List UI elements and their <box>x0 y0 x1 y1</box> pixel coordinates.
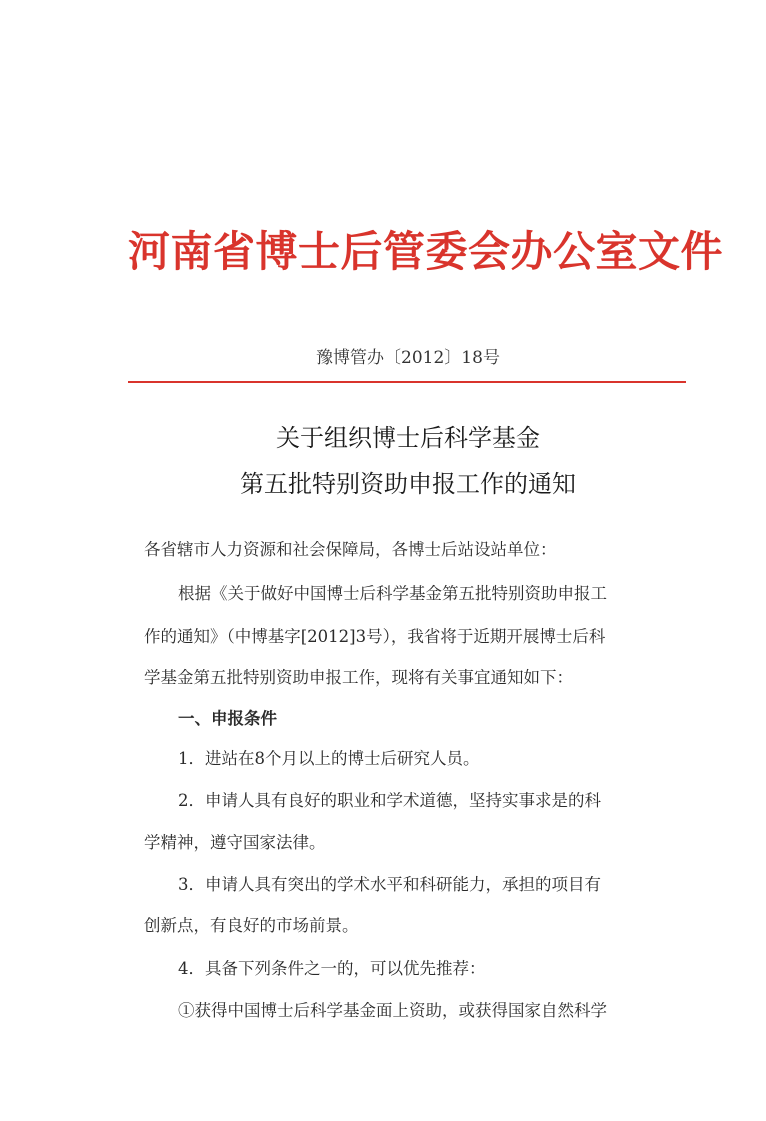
section-heading-application-conditions: 一、申报条件 <box>178 709 277 728</box>
intro-line-2: 作的通知》（中博基字[2012]3号），我省将于近期开展博士后科 <box>144 627 606 646</box>
condition-item-1: 1．进站在8个月以上的博士后研究人员。 <box>178 749 480 768</box>
document-number: 豫博管办〔2012〕18号 <box>316 348 500 368</box>
notice-title-line-2: 第五批特别资助申报工作的通知 <box>240 470 576 498</box>
intro-line-3: 学基金第五批特别资助申报工作，现将有关事宜通知如下： <box>144 668 573 687</box>
condition-item-4: 4．具备下列条件之一的，可以优先推荐： <box>178 959 486 978</box>
issuing-office-header: 河南省博士后管委会办公室文件 <box>128 227 724 276</box>
condition-item-3-line-2: 创新点，有良好的市场前景。 <box>144 916 359 935</box>
red-divider-line <box>128 381 686 383</box>
intro-line-1: 根据《关于做好中国博士后科学基金第五批特别资助申报工 <box>178 584 607 603</box>
notice-title-line-1: 关于组织博士后科学基金 <box>276 424 540 452</box>
condition-item-2-line-1: 2．申请人具有良好的职业和学术道德，坚持实事求是的科 <box>178 791 601 810</box>
condition-item-4-sub-1: ①获得中国博士后科学基金面上资助，或获得国家自然科学 <box>178 1001 607 1020</box>
condition-item-2-line-2: 学精神，遵守国家法律。 <box>144 833 326 852</box>
addressee-line: 各省辖市人力资源和社会保障局，各博士后站设站单位： <box>144 540 557 559</box>
condition-item-3-line-1: 3．申请人具有突出的学术水平和科研能力，承担的项目有 <box>178 875 601 894</box>
